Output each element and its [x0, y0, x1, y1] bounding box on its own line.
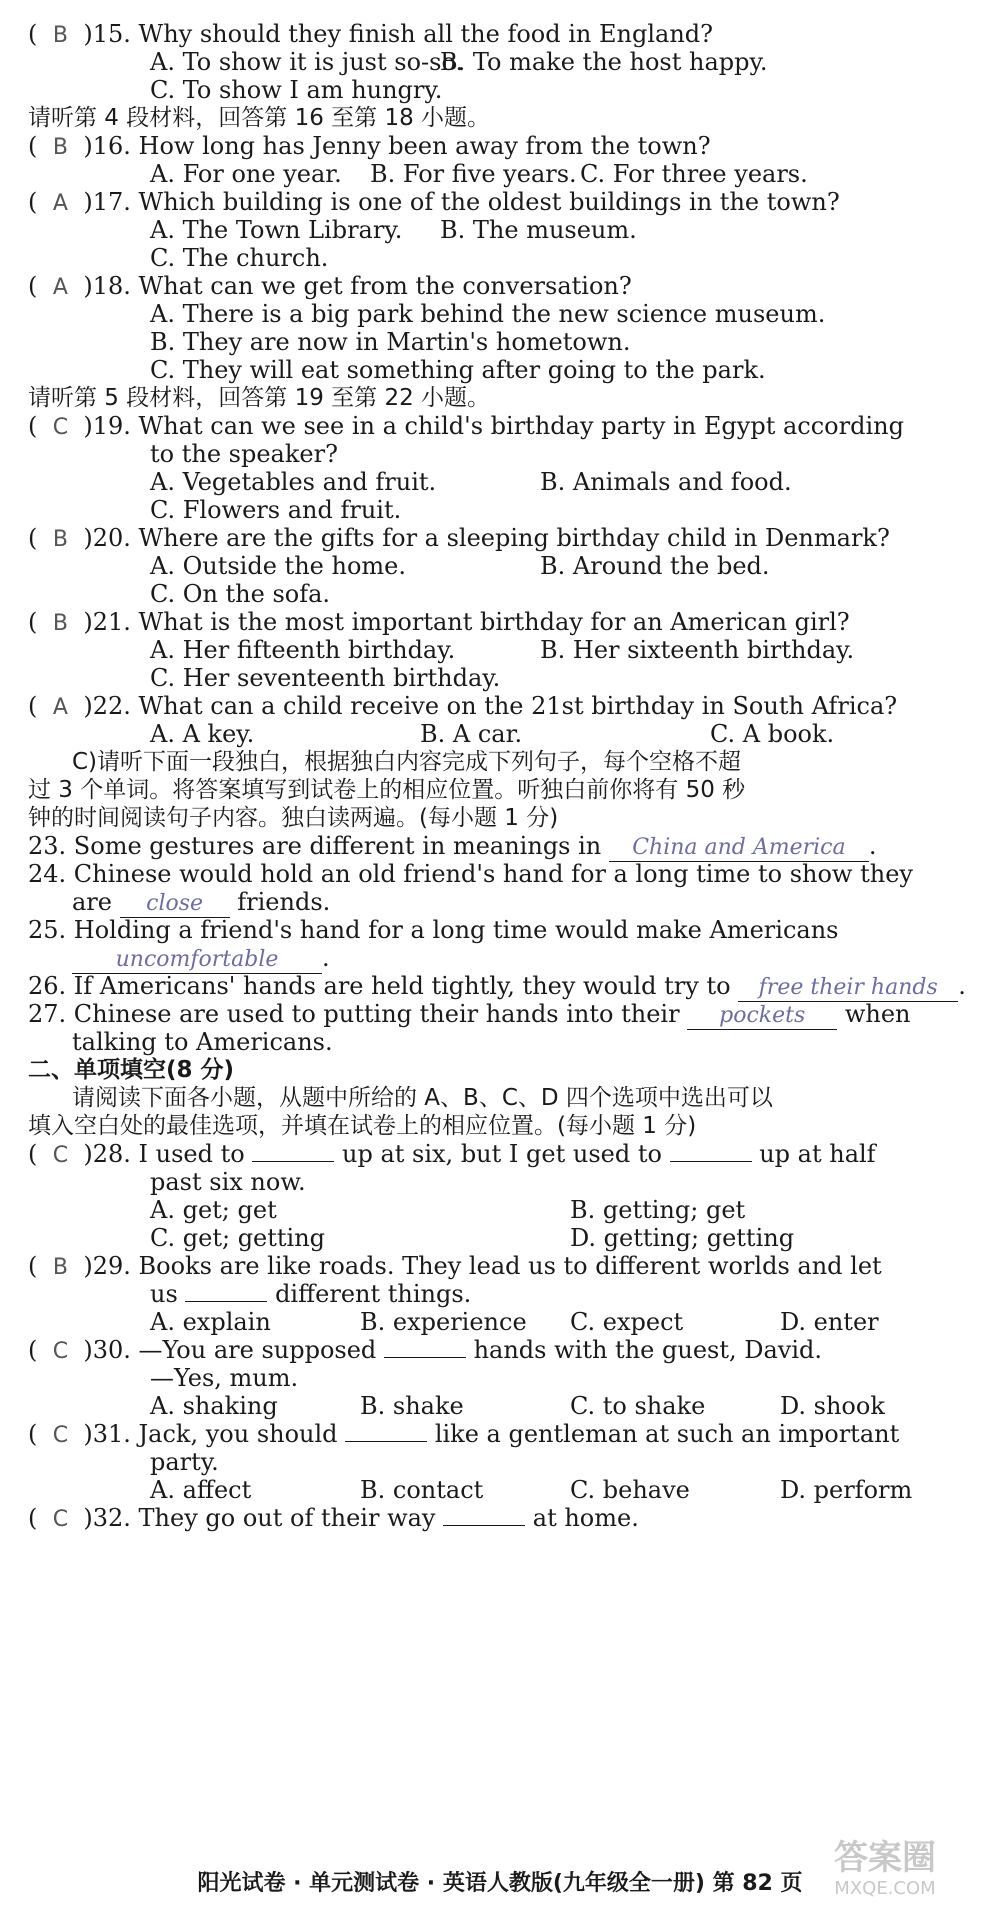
question-number: )16. — [83, 132, 131, 160]
question-22: ( A )22. What can a child receive on the 21st birthday in South Africa? — [28, 690, 897, 722]
option-d: D. enter — [780, 1308, 879, 1336]
answer-mark: C — [52, 1339, 69, 1364]
question-text: 26. If Americans' hands are held tightly, they would try to — [28, 972, 731, 1000]
option-a: A. affect — [150, 1476, 252, 1504]
option-d: D. perform — [780, 1476, 913, 1504]
question-31: ( C )31. Jack, you should like a gentleman at such an important — [28, 1418, 899, 1450]
option-a: A. A key. — [150, 720, 255, 748]
option-c: C. To show I am hungry. — [150, 76, 443, 104]
question-text: different things. — [275, 1280, 472, 1308]
option-a: A. get; get — [150, 1196, 277, 1224]
option-a: A. The Town Library. — [150, 216, 403, 244]
question-number: )18. — [83, 272, 131, 300]
question-text: —You are supposed — [138, 1336, 377, 1364]
question-text-cont: party. — [150, 1448, 219, 1476]
option-a: A. shaking — [150, 1392, 278, 1420]
section-2-instruction-2: 填入空白处的最佳选项，并填在试卷上的相应位置。(每小题 1 分) — [28, 1113, 697, 1139]
section-c-instruction-1: C)请听下面一段独白，根据独白内容完成下列句子，每个空格不超 — [72, 749, 742, 775]
question-text: Books are like roads. They lead us to different worlds and let — [138, 1252, 882, 1280]
question-number: )28. — [83, 1140, 131, 1168]
question-text: Why should they finish all the food in England? — [138, 20, 714, 48]
section-c-instruction-3: 钟的时间阅读句子内容。独白读两遍。(每小题 1 分) — [28, 805, 559, 831]
question-number: )19. — [83, 412, 131, 440]
question-text: Jack, you should — [138, 1420, 338, 1448]
question-text: What can we get from the conversation? — [138, 272, 632, 300]
question-25: 25. Holding a friend's hand for a long time would make Americans — [28, 916, 839, 944]
question-text-cont: to the speaker? — [150, 440, 338, 468]
option-a: A. For one year. — [150, 160, 342, 188]
watermark-logo — [790, 1838, 980, 1908]
option-b: B. The museum. — [440, 216, 637, 244]
option-a: A. Vegetables and fruit. — [150, 468, 437, 496]
option-b: B. For five years. — [370, 160, 577, 188]
answer-mark: B — [52, 1255, 68, 1280]
question-number: )22. — [83, 692, 131, 720]
answer-mark: C — [52, 1507, 69, 1532]
answer-blank[interactable]: pockets — [687, 1003, 837, 1030]
question-number: )15. — [83, 20, 131, 48]
option-a: A. There is a big park behind the new science museum. — [150, 300, 826, 328]
question-text-cont: past six now. — [150, 1168, 306, 1196]
option-d: D. shook — [780, 1392, 885, 1420]
question-17: ( A )17. Which building is one of the oldest buildings in the town? — [28, 186, 840, 218]
answer-mark: A — [52, 695, 68, 720]
gap-blank — [670, 1141, 752, 1162]
question-20: ( B )20. Where are the gifts for a sleeping birthday child in Denmark? — [28, 522, 890, 554]
question-number: )17. — [83, 188, 131, 216]
punctuation: . — [958, 972, 966, 1000]
question-text: What can a child receive on the 21st birthday in South Africa? — [138, 692, 898, 720]
question-text: 23. Some gestures are different in meanings in — [28, 832, 602, 860]
option-d: D. getting; getting — [570, 1224, 795, 1252]
question-28: ( C )28. I used to up at six, but I get used to up at half — [28, 1138, 876, 1170]
answer-blank[interactable]: free their hands — [738, 975, 958, 1002]
answer-mark: A — [52, 191, 68, 216]
question-text: at home. — [532, 1504, 639, 1532]
option-b: B. Her sixteenth birthday. — [540, 636, 855, 664]
question-text: up at half — [759, 1140, 876, 1168]
question-number: )32. — [83, 1504, 131, 1532]
answer-mark: C — [52, 1423, 69, 1448]
question-text-cont: —Yes, mum. — [150, 1364, 299, 1392]
option-b: B. To make the host happy. — [440, 48, 768, 76]
gap-blank — [345, 1421, 427, 1442]
gap-blank — [185, 1281, 267, 1302]
punctuation: . — [322, 944, 330, 972]
option-a: A. Her fifteenth birthday. — [150, 636, 456, 664]
gap-blank — [252, 1141, 334, 1162]
question-text: like a gentleman at such an important — [434, 1420, 900, 1448]
question-18: ( A )18. What can we get from the conversation? — [28, 270, 632, 302]
option-c: C. A book. — [710, 720, 835, 748]
question-text: How long has Jenny been away from the town? — [138, 132, 711, 160]
option-c: C. get; getting — [150, 1224, 326, 1252]
section-2-instruction-1: 请阅读下面各小题，从题中所给的 A、B、C、D 四个选项中选出可以 — [72, 1085, 773, 1111]
option-a: A. To show it is just so-so. — [150, 48, 464, 76]
question-number: )31. — [83, 1420, 131, 1448]
question-30: ( C )30. —You are supposed hands with the guest, David. — [28, 1334, 822, 1366]
option-c: C. to shake — [570, 1392, 706, 1420]
question-number: )30. — [83, 1336, 131, 1364]
section-5-instruction: 请听第 5 段材料，回答第 19 至第 22 小题。 — [28, 385, 491, 411]
answer-mark: B — [52, 527, 68, 552]
question-text: What can we see in a child's birthday party in Egypt according — [138, 412, 904, 440]
option-a: A. explain — [150, 1308, 271, 1336]
answer-blank[interactable]: uncomfortable — [72, 947, 322, 974]
watermark-text: 答案圈 — [834, 1838, 936, 1878]
question-text: They go out of their way — [138, 1504, 436, 1532]
question-number: )29. — [83, 1252, 131, 1280]
punctuation: . — [868, 832, 877, 860]
question-text: when — [844, 1000, 911, 1028]
option-b: B. experience — [360, 1308, 527, 1336]
option-a: A. Outside the home. — [150, 552, 406, 580]
question-16: ( B )16. How long has Jenny been away from the town? — [28, 130, 711, 162]
gap-blank — [443, 1505, 525, 1526]
question-number: )20. — [83, 524, 131, 552]
option-c: C. On the sofa. — [150, 580, 331, 608]
answer-mark: B — [52, 135, 68, 160]
question-27-cont: talking to Americans. — [72, 1028, 333, 1056]
question-text: friends. — [237, 888, 331, 916]
gap-blank — [384, 1337, 466, 1358]
answer-mark: A — [52, 275, 68, 300]
question-15: ( B )15. Why should they finish all the food in England? — [28, 18, 713, 50]
option-b: B. contact — [360, 1476, 484, 1504]
question-text: What is the most important birthday for an American girl? — [138, 608, 850, 636]
answer-mark: B — [52, 611, 68, 636]
option-b: B. Animals and food. — [540, 468, 792, 496]
question-text: are — [72, 888, 112, 916]
question-text: up at six, but I get used to — [342, 1140, 662, 1168]
option-c: C. For three years. — [580, 160, 808, 188]
question-24: 24. Chinese would hold an old friend's hand for a long time to show they — [28, 860, 913, 888]
answer-mark: C — [52, 415, 69, 440]
question-21: ( B )21. What is the most important birthday for an American girl? — [28, 606, 850, 638]
option-c: C. expect — [570, 1308, 684, 1336]
question-text: 27. Chinese are used to putting their hands into their — [28, 1000, 680, 1028]
page-footer: 阳光试卷 · 单元测试卷 · 英语人教版(九年级全一册) 第 82 页 — [197, 1871, 803, 1896]
section-2-title: 二、单项填空(8 分) — [28, 1057, 235, 1083]
answer-mark: C — [52, 1143, 69, 1168]
question-19: ( C )19. What can we see in a child's birthday party in Egypt according — [28, 410, 904, 442]
question-text: hands with the guest, David. — [473, 1336, 823, 1364]
option-c: C. behave — [570, 1476, 690, 1504]
watermark-url: MXQE.COM — [834, 1878, 936, 1899]
answer-mark: B — [52, 23, 68, 48]
question-text: Which building is one of the oldest buildings in the town? — [138, 188, 840, 216]
option-b: B. getting; get — [570, 1196, 746, 1224]
question-text: I used to — [138, 1140, 245, 1168]
question-32: ( C )32. They go out of their way at home. — [28, 1502, 639, 1534]
option-b: B. Around the bed. — [540, 552, 770, 580]
answer-blank[interactable]: close — [120, 891, 230, 918]
option-c: C. Flowers and fruit. — [150, 496, 402, 524]
question-29: ( B )29. Books are like roads. They lead us to different worlds and let — [28, 1250, 882, 1282]
option-b: B. A car. — [420, 720, 523, 748]
option-b: B. shake — [360, 1392, 464, 1420]
answer-blank[interactable]: China and America — [609, 835, 869, 862]
question-text: us — [150, 1280, 178, 1308]
question-text: Where are the gifts for a sleeping birthday child in Denmark? — [138, 524, 890, 552]
section-4-instruction: 请听第 4 段材料，回答第 16 至第 18 小题。 — [28, 105, 491, 131]
question-number: )21. — [83, 608, 131, 636]
option-c: C. The church. — [150, 244, 329, 272]
section-c-instruction-2: 过 3 个单词。将答案填写到试卷上的相应位置。听独白前你将有 50 秒 — [28, 777, 746, 803]
option-b: B. They are now in Martin's hometown. — [150, 328, 631, 356]
option-c: C. They will eat something after going to the park. — [150, 356, 766, 384]
option-c: C. Her seventeenth birthday. — [150, 664, 501, 692]
